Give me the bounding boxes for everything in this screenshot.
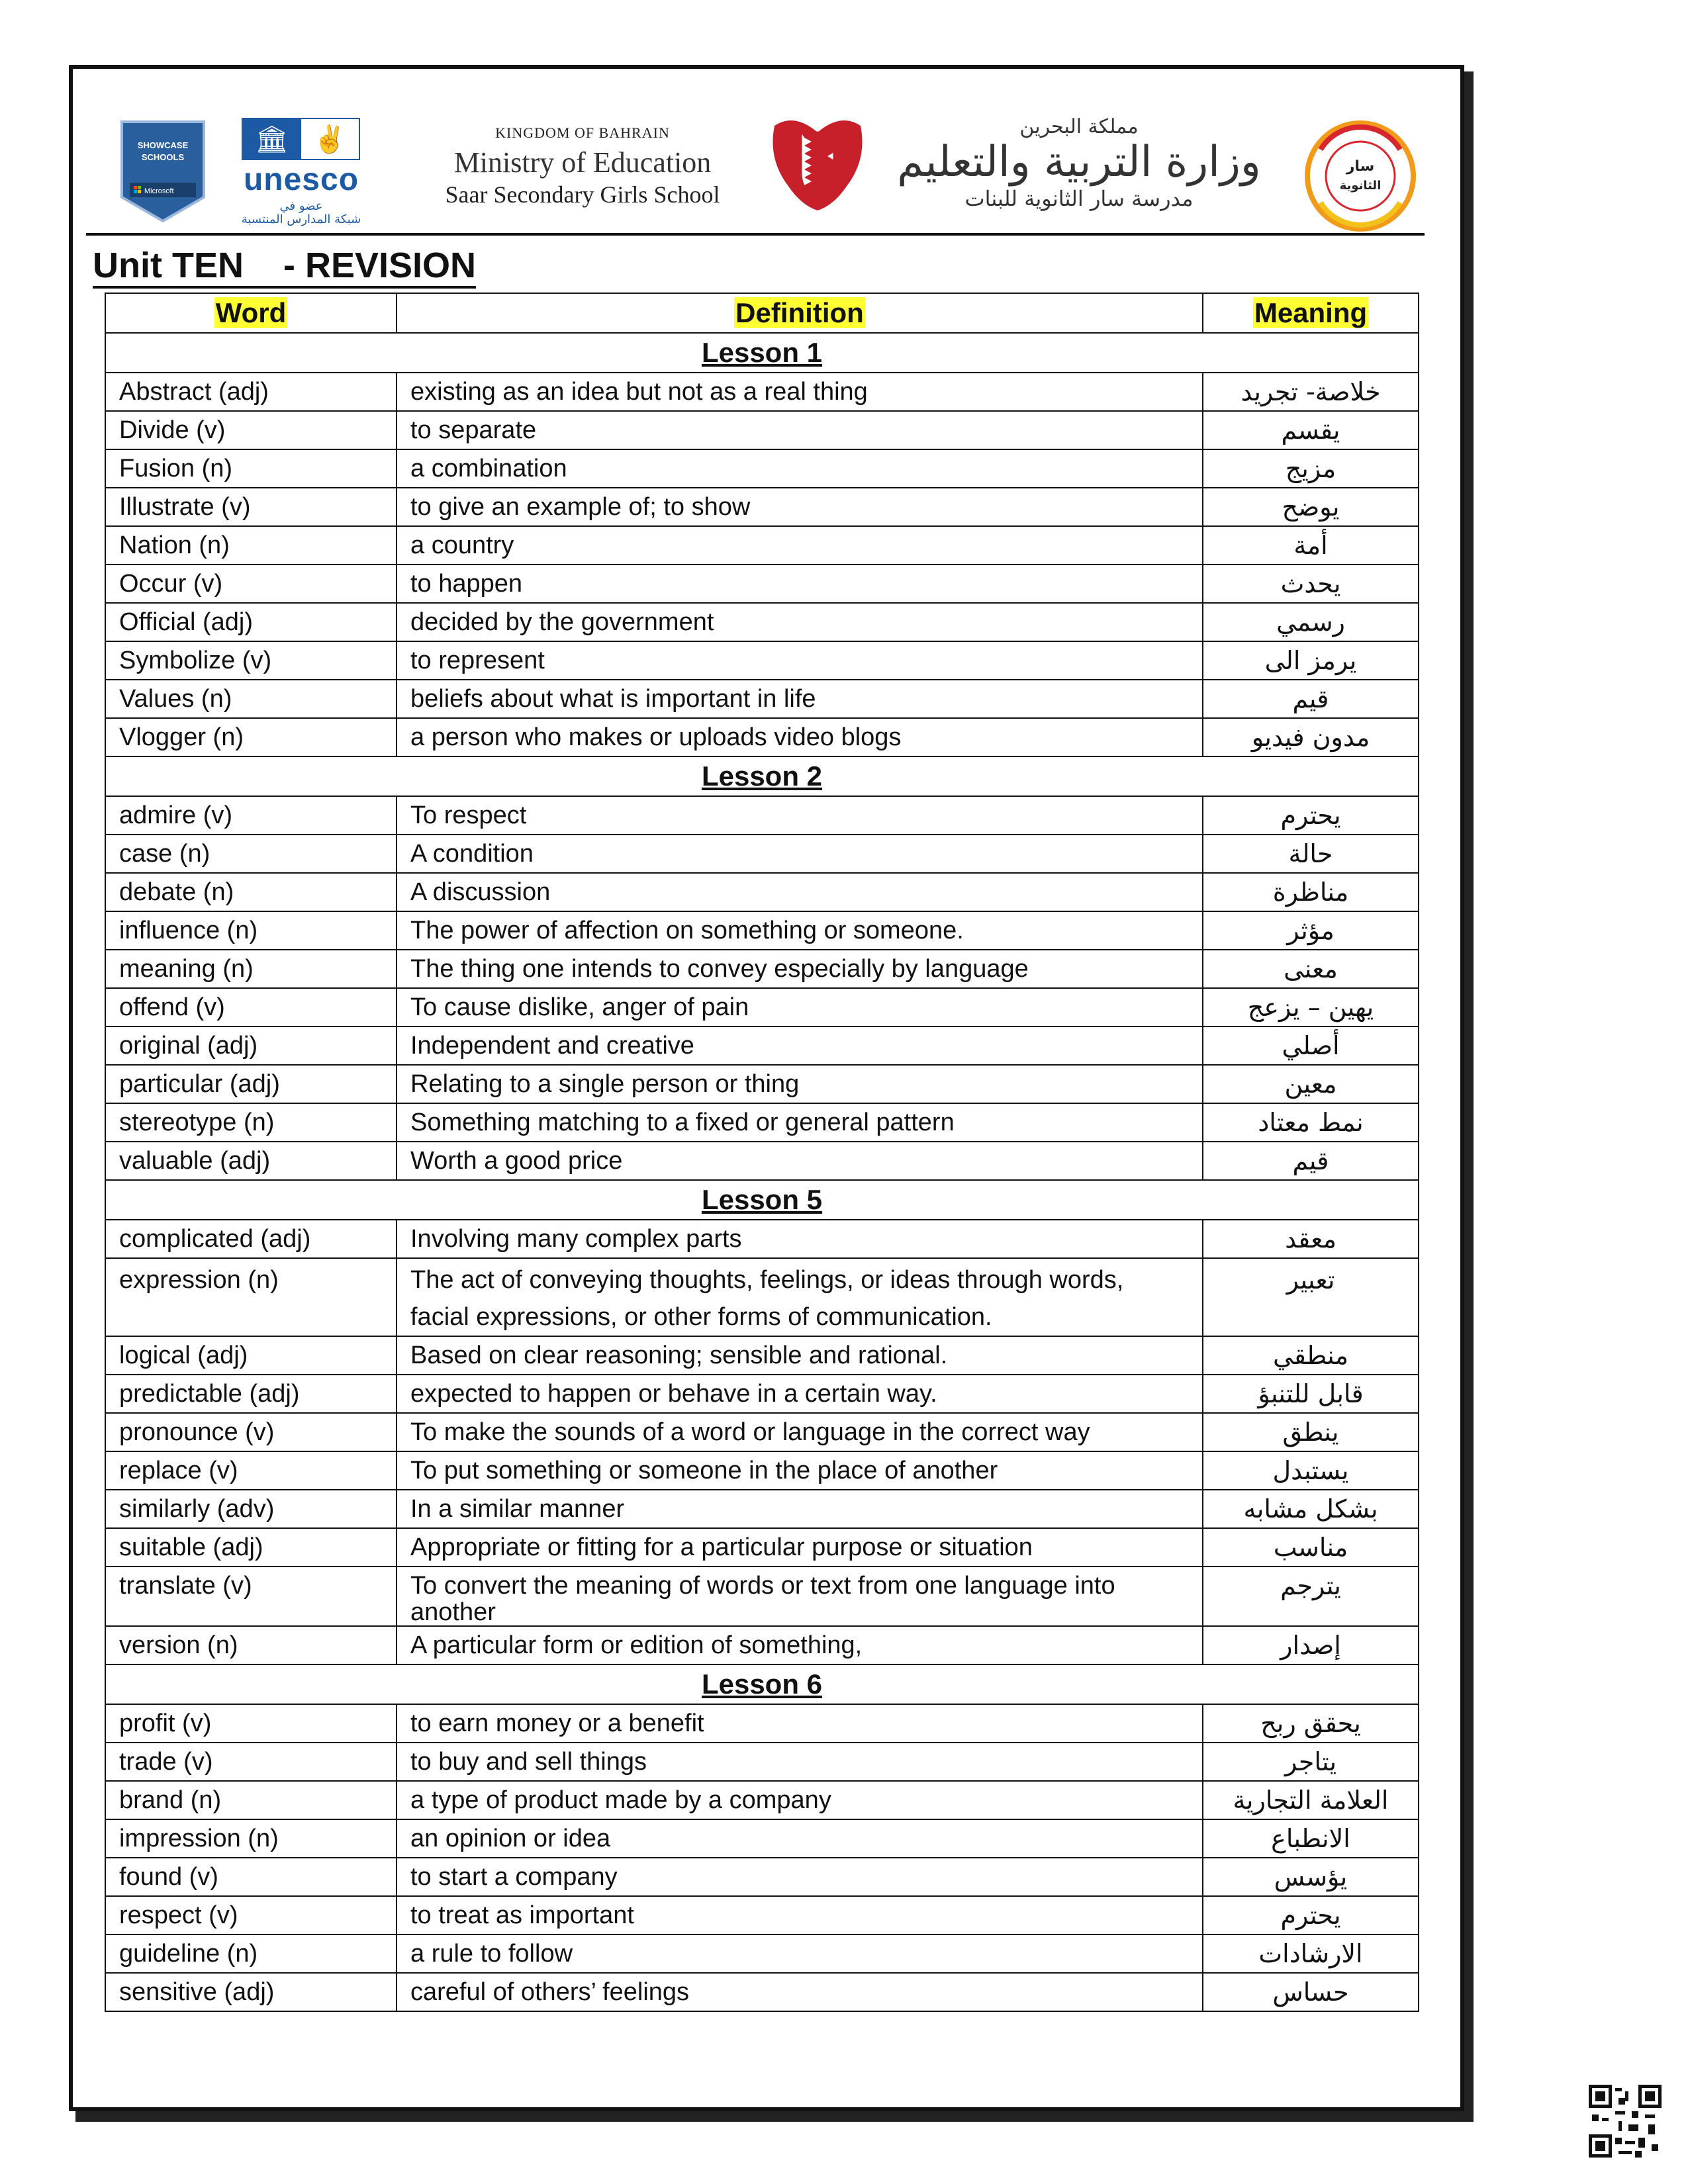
table-row	[105, 1528, 1419, 1567]
definition-cell: careful of others’ feelings	[397, 1973, 1203, 2011]
lesson-heading-row	[105, 1664, 1419, 1704]
table-row	[105, 1413, 1419, 1451]
word-cell: complicated (adj)	[105, 1220, 397, 1258]
column-header-meaning	[1203, 293, 1419, 333]
word-cell: similarly (adv)	[105, 1490, 397, 1528]
table-row	[105, 1858, 1419, 1896]
word-cell: impression (n)	[105, 1819, 397, 1858]
table-row	[105, 526, 1419, 565]
table-row	[105, 1781, 1419, 1819]
word-cell: influence (n)	[105, 911, 397, 950]
word-cell: replace (v)	[105, 1451, 397, 1490]
meaning-cell: رسمي	[1203, 603, 1419, 641]
kingdom-name: KINGDOM OF BAHRAIN	[495, 124, 670, 141]
definition-cell: A discussion	[397, 873, 1203, 911]
lesson-heading-row	[105, 756, 1419, 796]
meaning-cell: العلامة التجارية	[1203, 1781, 1419, 1819]
definition-cell: The power of affection on something or someone.	[397, 911, 1203, 950]
word-cell: sensitive (adj)	[105, 1973, 397, 2011]
word-cell: version (n)	[105, 1626, 397, 1664]
meaning-cell: قيم	[1203, 1142, 1419, 1180]
table-row	[105, 1490, 1419, 1528]
definition-cell: The act of conveying thoughts, feelings, or ideas through words, facial expressions, or other forms of communication.	[397, 1258, 1203, 1336]
unesco-arabic-line2: شبكة المدارس المنتسبة	[241, 212, 361, 226]
word-cell: Nation (n)	[105, 526, 397, 565]
definition-cell: a country	[397, 526, 1203, 565]
arabic-kingdom-name: مملكة البحرين	[1019, 115, 1139, 138]
table-row	[105, 1142, 1419, 1180]
word-cell: Divide (v)	[105, 411, 397, 449]
table-row	[105, 641, 1419, 680]
meaning-cell: مزيج	[1203, 449, 1419, 488]
lesson-title: Lesson 1	[701, 337, 823, 368]
table-row	[105, 373, 1419, 411]
unit-title: Unit TEN - REVISION	[93, 246, 476, 289]
definition-cell: a type of product made by a company	[397, 1781, 1203, 1819]
table-row	[105, 873, 1419, 911]
word-cell: profit (v)	[105, 1704, 397, 1743]
table-row	[105, 1704, 1419, 1743]
word-cell: Illustrate (v)	[105, 488, 397, 526]
meaning-cell: يقسم	[1203, 411, 1419, 449]
definition-cell: Appropriate or fitting for a particular purpose or situation	[397, 1528, 1203, 1567]
table-row	[105, 1026, 1419, 1065]
word-cell: guideline (n)	[105, 1934, 397, 1973]
meaning-cell: يحقق ربح	[1203, 1704, 1419, 1743]
meaning-cell: خلاصة- تجريد	[1203, 373, 1419, 411]
meaning-cell: يهين – يزعج	[1203, 988, 1419, 1026]
meaning-cell: يحدث	[1203, 565, 1419, 603]
definition-cell: to earn money or a benefit	[397, 1704, 1203, 1743]
table-row	[105, 835, 1419, 873]
definition-cell: to treat as important	[397, 1896, 1203, 1934]
table-row	[105, 1103, 1419, 1142]
word-cell: Abstract (adj)	[105, 373, 397, 411]
definition-cell: beliefs about what is important in life	[397, 680, 1203, 718]
table-row	[105, 796, 1419, 835]
lesson-title: Lesson 2	[701, 760, 823, 792]
saar-school-logo	[1301, 116, 1420, 236]
meaning-cell: بشكل مشابه	[1203, 1490, 1419, 1528]
definition-cell: expected to happen or behave in a certain way.	[397, 1375, 1203, 1413]
unesco-logo	[235, 118, 367, 224]
meaning-cell: يحترم	[1203, 796, 1419, 835]
ministry-name: Ministry of Education	[453, 146, 712, 179]
table-row	[105, 565, 1419, 603]
meaning-cell: قيم	[1203, 680, 1419, 718]
showcase-line1: SHOWCASE	[137, 140, 189, 150]
word-cell: suitable (adj)	[105, 1528, 397, 1567]
meaning-cell: تعبير	[1203, 1258, 1419, 1336]
word-cell: original (adj)	[105, 1026, 397, 1065]
english-letterhead	[424, 124, 741, 208]
word-cell: brand (n)	[105, 1781, 397, 1819]
meaning-header-label: Meaning	[1254, 297, 1368, 328]
word-cell: expression (n)	[105, 1258, 397, 1336]
column-header-definition	[397, 293, 1203, 333]
arabic-letterhead	[874, 115, 1284, 211]
definition-cell: an opinion or idea	[397, 1819, 1203, 1858]
showcase-line2: SCHOOLS	[141, 152, 185, 162]
definition-cell: a person who makes or uploads video blogs	[397, 718, 1203, 756]
word-cell: predictable (adj)	[105, 1375, 397, 1413]
meaning-cell: منطقي	[1203, 1336, 1419, 1375]
table-row	[105, 1973, 1419, 2011]
vocabulary-table	[105, 293, 1419, 2012]
definition-cell: to separate	[397, 411, 1203, 449]
meaning-cell: يترجم	[1203, 1567, 1419, 1626]
meaning-cell: حساس	[1203, 1973, 1419, 2011]
word-cell: meaning (n)	[105, 950, 397, 988]
table-row	[105, 680, 1419, 718]
arabic-school-name: مدرسة سار الثانوية للبنات	[964, 186, 1194, 211]
meaning-cell: مناظرة	[1203, 873, 1419, 911]
definition-cell: A condition	[397, 835, 1203, 873]
unesco-arabic-caption	[235, 200, 367, 226]
table-row	[105, 718, 1419, 756]
meaning-cell: مؤثر	[1203, 911, 1419, 950]
word-cell: Fusion (n)	[105, 449, 397, 488]
word-cell: particular (adj)	[105, 1065, 397, 1103]
showcase-partner: Microsoft	[144, 187, 174, 195]
column-header-word	[105, 293, 397, 333]
word-cell: Official (adj)	[105, 603, 397, 641]
word-cell: Vlogger (n)	[105, 718, 397, 756]
meaning-cell: الارشادات	[1203, 1934, 1419, 1973]
table-row	[105, 1336, 1419, 1375]
unesco-wordmark: unesco	[243, 162, 359, 197]
definition-cell: To cause dislike, anger of pain	[397, 988, 1203, 1026]
definition-cell: to give an example of; to show	[397, 488, 1203, 526]
table-row	[105, 1567, 1419, 1626]
meaning-cell: معقد	[1203, 1220, 1419, 1258]
meaning-cell: ينطق	[1203, 1413, 1419, 1451]
definition-cell: decided by the government	[397, 603, 1203, 641]
meaning-cell: قابل للتنبؤ	[1203, 1375, 1419, 1413]
definition-header-label: Definition	[735, 297, 864, 328]
definition-cell: to start a company	[397, 1858, 1203, 1896]
word-cell: logical (adj)	[105, 1336, 397, 1375]
table-row	[105, 988, 1419, 1026]
word-cell: case (n)	[105, 835, 397, 873]
word-cell: Symbolize (v)	[105, 641, 397, 680]
table-row	[105, 1626, 1419, 1664]
lesson-title: Lesson 5	[701, 1184, 823, 1215]
qr-code-icon	[1589, 2085, 1662, 2158]
word-cell: found (v)	[105, 1858, 397, 1896]
definition-cell: Independent and creative	[397, 1026, 1203, 1065]
lesson-heading-row	[105, 333, 1419, 373]
word-cell: trade (v)	[105, 1743, 397, 1781]
word-cell: respect (v)	[105, 1896, 397, 1934]
definition-cell: to buy and sell things	[397, 1743, 1203, 1781]
showcase-schools-logo	[117, 118, 209, 224]
definition-cell: to represent	[397, 641, 1203, 680]
unesco-temple-icon: 🏛	[243, 119, 301, 159]
meaning-cell: يرمز الى	[1203, 641, 1419, 680]
definition-cell: Involving many complex parts	[397, 1220, 1203, 1258]
definition-cell: In a similar manner	[397, 1490, 1203, 1528]
definition-cell: The thing one intends to convey especially by language	[397, 950, 1203, 988]
definition-cell: Something matching to a fixed or general pattern	[397, 1103, 1203, 1142]
meaning-cell: الانطباع	[1203, 1819, 1419, 1858]
meaning-cell: مناسب	[1203, 1528, 1419, 1567]
definition-cell: A particular form or edition of something,	[397, 1626, 1203, 1664]
table-row	[105, 449, 1419, 488]
unesco-network-icon: ✌	[313, 124, 347, 154]
definition-cell: Based on clear reasoning; sensible and rational.	[397, 1336, 1203, 1375]
saar-logo-line2: الثانوية	[1339, 179, 1382, 193]
meaning-cell: معنى	[1203, 950, 1419, 988]
table-row	[105, 1934, 1419, 1973]
definition-cell: To make the sounds of a word or language in the correct way	[397, 1413, 1203, 1451]
word-header-label: Word	[215, 297, 287, 328]
meaning-cell: معين	[1203, 1065, 1419, 1103]
meaning-cell: أصلي	[1203, 1026, 1419, 1065]
bahrain-emblem-icon	[768, 113, 867, 212]
word-cell: offend (v)	[105, 988, 397, 1026]
definition-cell: To convert the meaning of words or text from one language into another	[397, 1567, 1203, 1626]
table-row	[105, 411, 1419, 449]
table-row	[105, 911, 1419, 950]
definition-cell: to happen	[397, 565, 1203, 603]
word-cell: pronounce (v)	[105, 1413, 397, 1451]
arabic-ministry-name: وزارة التربية والتعليم	[897, 138, 1261, 187]
meaning-cell: يوضح	[1203, 488, 1419, 526]
word-cell: Occur (v)	[105, 565, 397, 603]
table-row	[105, 603, 1419, 641]
word-cell: stereotype (n)	[105, 1103, 397, 1142]
word-cell: Values (n)	[105, 680, 397, 718]
word-cell: admire (v)	[105, 796, 397, 835]
definition-cell: a rule to follow	[397, 1934, 1203, 1973]
word-cell: translate (v)	[105, 1567, 397, 1626]
definition-cell: Worth a good price	[397, 1142, 1203, 1180]
meaning-cell: يستبدل	[1203, 1451, 1419, 1490]
word-cell: valuable (adj)	[105, 1142, 397, 1180]
meaning-cell: حالة	[1203, 835, 1419, 873]
meaning-cell: نمط معتاد	[1203, 1103, 1419, 1142]
meaning-cell: إصدار	[1203, 1626, 1419, 1664]
definition-cell: Relating to a single person or thing	[397, 1065, 1203, 1103]
table-row	[105, 1375, 1419, 1413]
table-row	[105, 1220, 1419, 1258]
letterhead	[106, 106, 1423, 238]
table-row	[105, 1819, 1419, 1858]
lesson-heading-row	[105, 1180, 1419, 1220]
definition-cell: a combination	[397, 449, 1203, 488]
unesco-arabic-line1: عضو في	[279, 199, 323, 213]
table-row	[105, 1065, 1419, 1103]
meaning-cell: أمة	[1203, 526, 1419, 565]
table-row	[105, 1743, 1419, 1781]
table-row	[105, 1896, 1419, 1934]
saar-logo-line1: سار	[1346, 158, 1375, 175]
meaning-cell: مدون فيديو	[1203, 718, 1419, 756]
meaning-cell: يؤسس	[1203, 1858, 1419, 1896]
table-row	[105, 1451, 1419, 1490]
table-row	[105, 950, 1419, 988]
table-row	[105, 1258, 1419, 1336]
header-divider	[86, 233, 1425, 236]
definition-cell: To put something or someone in the place of another	[397, 1451, 1203, 1490]
meaning-cell: يتاجر	[1203, 1743, 1419, 1781]
school-name: Saar Secondary Girls School	[445, 181, 720, 208]
word-cell: debate (n)	[105, 873, 397, 911]
table-row	[105, 488, 1419, 526]
definition-cell: To respect	[397, 796, 1203, 835]
meaning-cell: يحترم	[1203, 1896, 1419, 1934]
lesson-title: Lesson 6	[701, 1668, 823, 1700]
table-header-row	[105, 293, 1419, 333]
definition-cell: existing as an idea but not as a real thing	[397, 373, 1203, 411]
